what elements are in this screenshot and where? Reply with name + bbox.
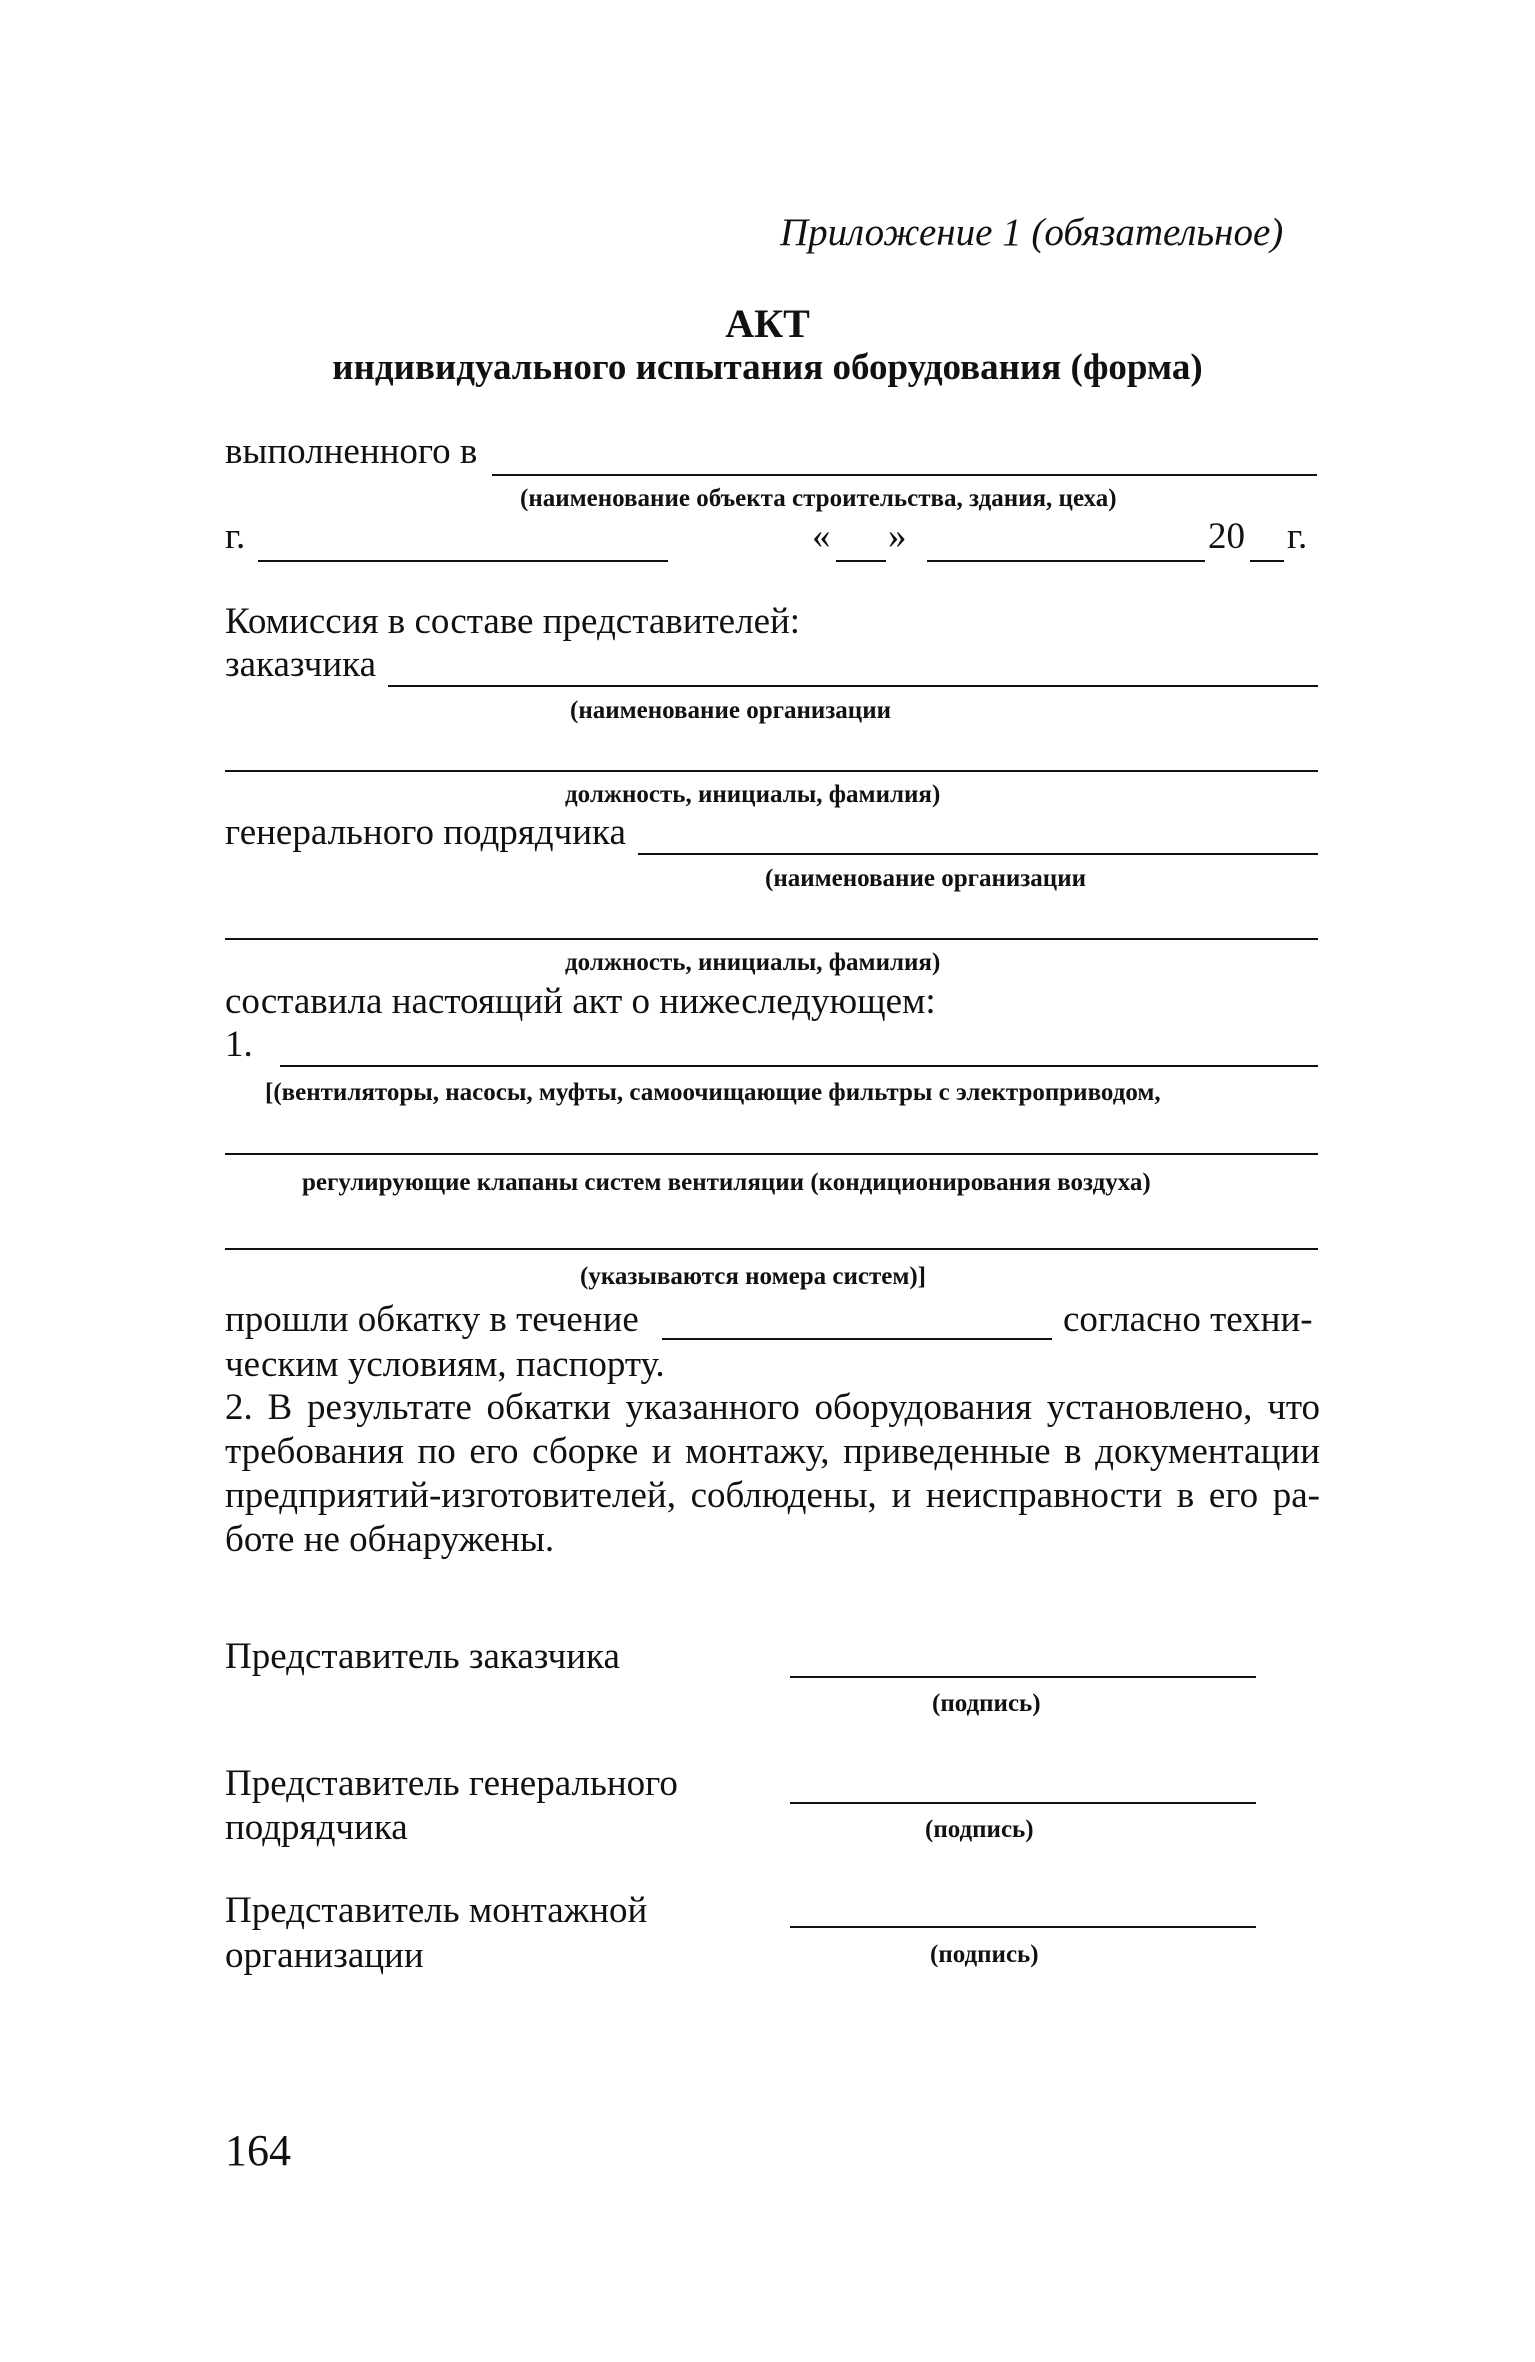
compiled-text: составила настоящий акт о нижеследующем: bbox=[225, 981, 936, 1022]
signature-customer-caption: (подпись) bbox=[932, 1690, 1041, 1717]
quote-close: » bbox=[888, 516, 907, 557]
object-name-line bbox=[492, 474, 1317, 476]
item-1-caption-3: (указываются номера систем)] bbox=[580, 1263, 927, 1290]
year-line bbox=[1250, 560, 1284, 562]
year-prefix: 20 bbox=[1208, 516, 1245, 557]
appendix-label: Приложение 1 (обязательное) bbox=[780, 211, 1284, 254]
signature-installer-label-2: организации bbox=[225, 1935, 424, 1976]
item-1-caption-2: регулирующие клапаны систем вентиляции (кондиционирования воздуха) bbox=[302, 1169, 1151, 1196]
day-line bbox=[836, 560, 886, 562]
according-text: согласно техни- bbox=[1063, 1299, 1313, 1340]
commission-heading: Комиссия в составе представителей: bbox=[225, 601, 801, 642]
item-1-equipment-line-2 bbox=[225, 1153, 1318, 1155]
item-1-number: 1. bbox=[225, 1024, 253, 1065]
month-line bbox=[927, 560, 1205, 562]
signature-customer-line bbox=[790, 1676, 1256, 1678]
signature-installer-label: Представитель монтажной bbox=[225, 1890, 648, 1931]
duration-line bbox=[662, 1338, 1052, 1340]
performed-in-label: выполненного в bbox=[225, 431, 478, 472]
contractor-org-caption: (наименование организации bbox=[765, 865, 1087, 892]
signature-installer-caption: (подпись) bbox=[930, 1941, 1039, 1968]
continuation-text: ческим условиям, паспорту. bbox=[225, 1344, 665, 1385]
signature-contractor-label: Представитель генерального bbox=[225, 1763, 678, 1804]
page-number: 164 bbox=[225, 2126, 291, 2175]
item-1-equipment-line bbox=[280, 1065, 1318, 1067]
signature-installer-line bbox=[790, 1926, 1256, 1928]
contractor-person-line bbox=[225, 938, 1318, 940]
customer-person-line bbox=[225, 770, 1318, 772]
contractor-person-caption: должность, инициалы, фамилия) bbox=[565, 949, 941, 976]
item-1-caption-1: [(вентиляторы, насосы, муфты, самоочищающие фильтры с электроприводом, bbox=[265, 1079, 1161, 1106]
act-subtitle: индивидуального испытания оборудования (форма) bbox=[332, 347, 1203, 388]
item-1-systems-line bbox=[225, 1248, 1318, 1250]
contractor-label: генерального подрядчика bbox=[225, 812, 626, 853]
city-prefix: г. bbox=[225, 516, 246, 557]
item-2-paragraph: 2. В результате обкатки указанного оборудования установлено, что требования по его сборке и монтажу, приведенные в документации предприятий-изготовителей, соблюдены, и неисправности в его ра- боте не обнаружены. bbox=[225, 1387, 1320, 1560]
customer-label: заказчика bbox=[225, 644, 376, 685]
year-suffix: г. bbox=[1287, 516, 1308, 557]
contractor-org-line bbox=[638, 853, 1318, 855]
signature-contractor-label-2: подрядчика bbox=[225, 1807, 408, 1848]
act-title: АКТ bbox=[725, 301, 810, 346]
customer-org-line bbox=[388, 685, 1318, 687]
customer-person-caption: должность, инициалы, фамилия) bbox=[565, 781, 941, 808]
signature-contractor-caption: (подпись) bbox=[925, 1816, 1034, 1843]
object-name-caption: (наименование объекта строительства, здания, цеха) bbox=[520, 485, 1117, 512]
city-line bbox=[258, 560, 668, 562]
signature-contractor-line bbox=[790, 1802, 1256, 1804]
quote-open: « bbox=[812, 516, 831, 557]
customer-org-caption: (наименование организации bbox=[570, 697, 892, 724]
signature-customer-label: Представитель заказчика bbox=[225, 1636, 620, 1677]
passed-text: прошли обкатку в течение bbox=[225, 1299, 639, 1340]
